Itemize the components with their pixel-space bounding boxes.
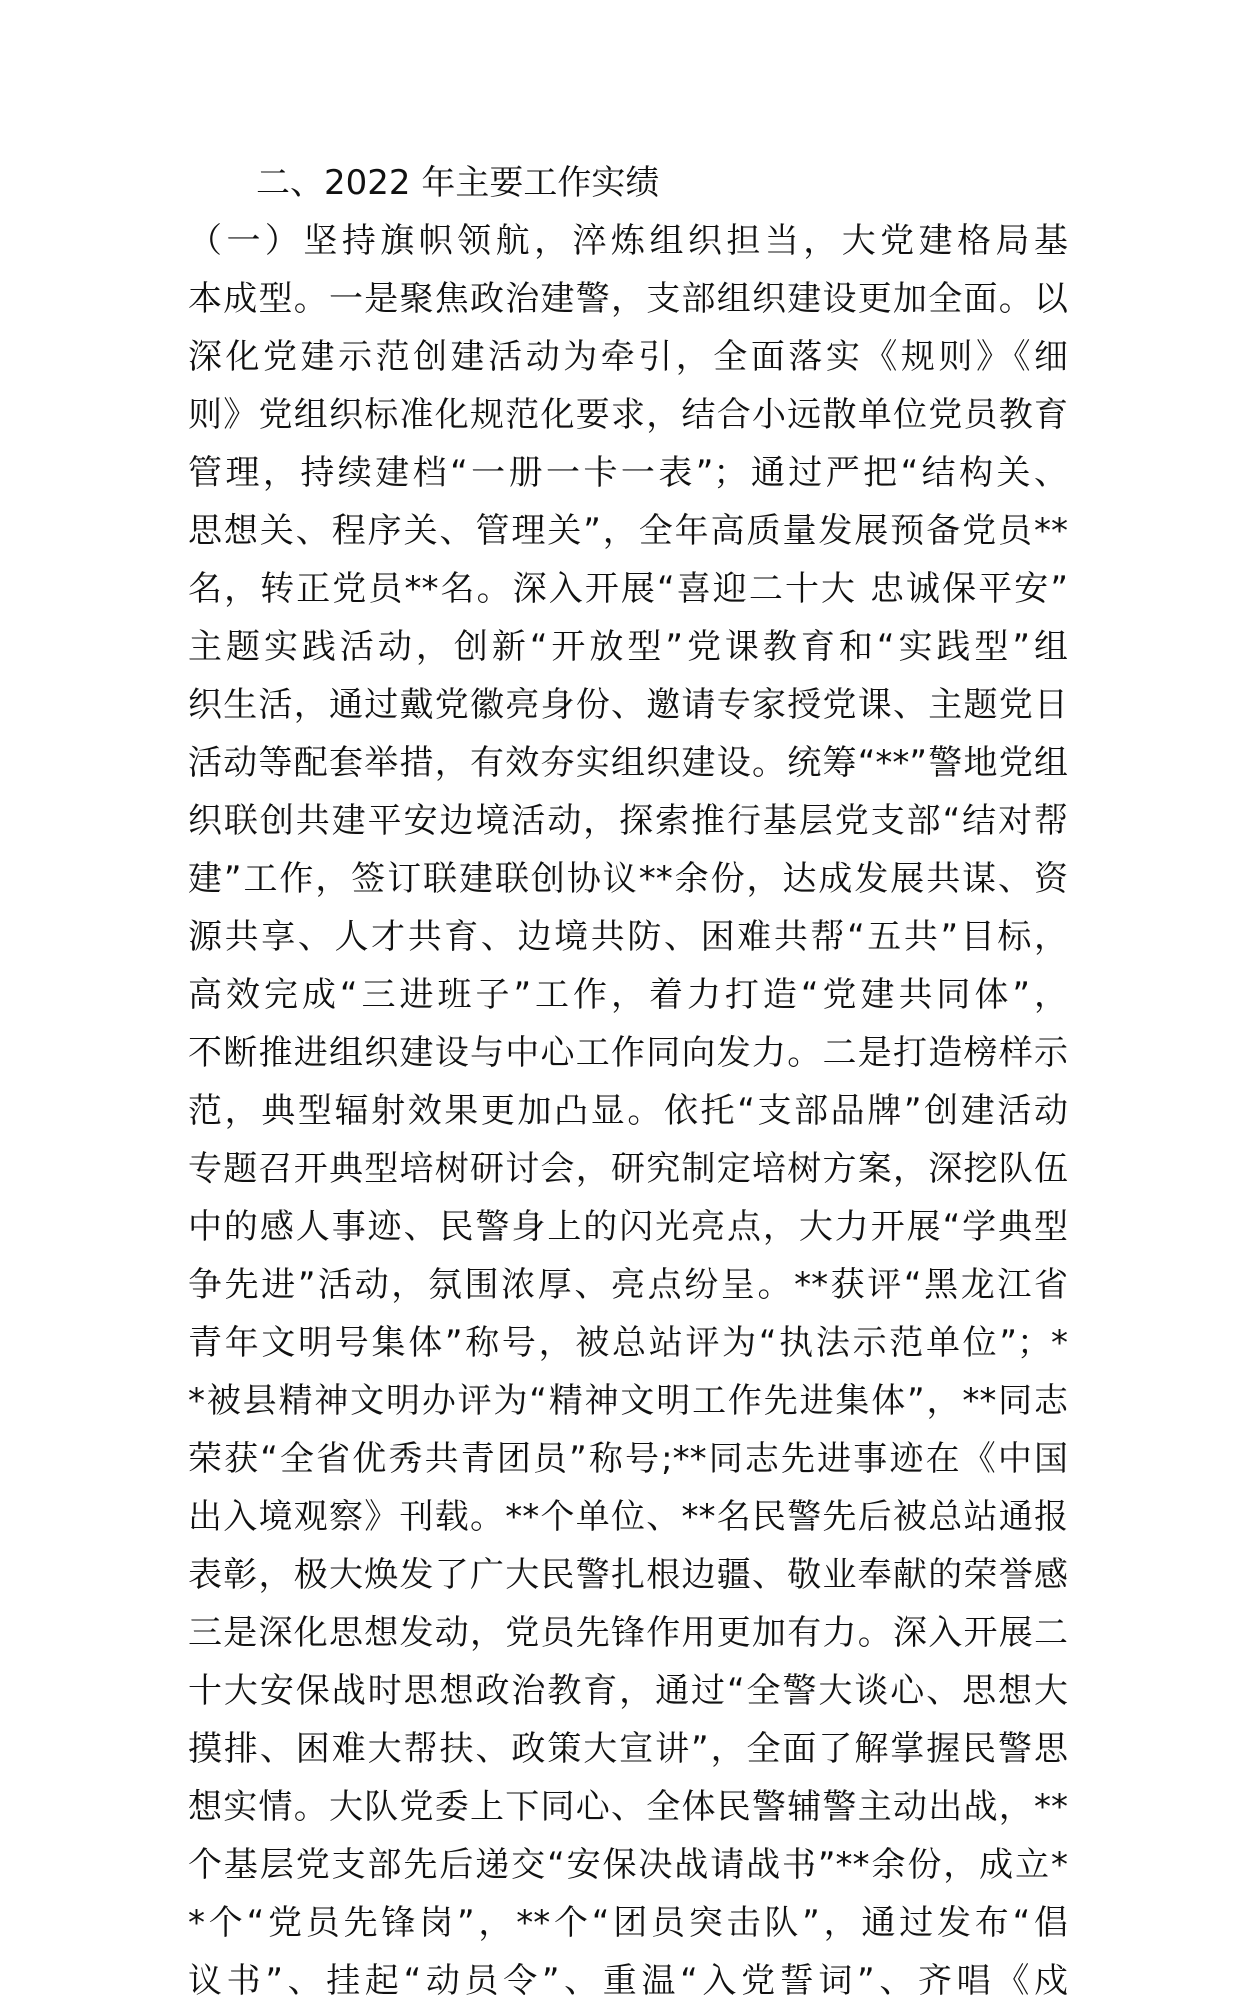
paragraph-line: 建”工作，签订联建联创协议**余份，达成发展共谋、资 [188, 859, 1068, 899]
section-heading: 二、2022 年主要工作实绩 [256, 163, 660, 203]
paragraph-line: 争先进”活动，氛围浓厚、亮点纷呈。**获评“黑龙江省 [188, 1265, 1068, 1305]
paragraph-line: 青年文明号集体”称号，被总站评为“执法示范单位”；* [188, 1323, 1068, 1363]
paragraph-line: 三是深化思想发动，党员先锋作用更加有力。深入开展二 [188, 1613, 1068, 1653]
paragraph-line: （一）坚持旗帜领航，淬炼组织担当，大党建格局基 [188, 221, 1068, 261]
paragraph-line: 管理，持续建档“一册一卡一表”；通过严把“结构关、 [188, 453, 1068, 493]
paragraph-line: 本成型。一是聚焦政治建警，支部组织建设更加全面。以 [188, 279, 1068, 319]
paragraph-line: 专题召开典型培树研讨会，研究制定培树方案，深挖队伍 [188, 1149, 1068, 1189]
paragraph-line: 思想关、程序关、管理关”，全年高质量发展预备党员** [188, 511, 1068, 551]
paragraph-line: 摸排、困难大帮扶、政策大宣讲”，全面了解掌握民警思 [188, 1729, 1068, 1769]
paragraph-line: 个基层党支部先后递交“安保决战请战书”**余份，成立* [188, 1845, 1068, 1885]
paragraph-line: 深化党建示范创建活动为牵引，全面落实《规则》《细 [188, 337, 1068, 377]
paragraph-line: 主题实践活动，创新“开放型”党课教育和“实践型”组 [188, 627, 1068, 667]
paragraph-line: 出入境观察》刊载。**个单位、**名民警先后被总站通报 [188, 1497, 1068, 1537]
paragraph-line: 名，转正党员**名。深入开展“喜迎二十大 忠诚保平安” [188, 569, 1068, 609]
paragraph-line: 荣获“全省优秀共青团员”称号;**同志先进事迹在《中国 [188, 1439, 1068, 1479]
paragraph-line: 织联创共建平安边境活动，探索推行基层党支部“结对帮 [188, 801, 1068, 841]
paragraph-line: 源共享、人才共育、边境共防、困难共帮“五共”目标， [188, 917, 1068, 957]
paragraph-line: 范，典型辐射效果更加凸显。依托“支部品牌”创建活动 [188, 1091, 1068, 1131]
paragraph-line: 不断推进组织建设与中心工作同向发力。二是打造榜样示 [188, 1033, 1068, 1073]
paragraph-line: *被县精神文明办评为“精神文明工作先进集体”，**同志 [188, 1381, 1068, 1421]
document-body [188, 154, 1068, 2010]
paragraph-line: 活动等配套举措，有效夯实组织建设。统筹“**”警地党组 [188, 743, 1068, 783]
paragraph-line: 议书”、挂起“动员令”、重温“入党誓词”、齐唱《戍 [188, 1961, 1068, 2001]
paragraph-line: 中的感人事迹、民警身上的闪光亮点，大力开展“学典型 [188, 1207, 1068, 1247]
paragraph-line: 十大安保战时思想政治教育，通过“全警大谈心、思想大 [188, 1671, 1068, 1711]
paragraph-line: 则》党组织标准化规范化要求，结合小远散单位党员教育 [188, 395, 1068, 435]
paragraph-line: 想实情。大队党委上下同心、全体民警辅警主动出战，** [188, 1787, 1068, 1827]
paragraph-line: 织生活，通过戴党徽亮身份、邀请专家授党课、主题党日 [188, 685, 1068, 725]
paragraph-line: 表彰，极大焕发了广大民警扎根边疆、敬业奉献的荣誉感 [188, 1555, 1068, 1595]
paragraph-line: 高效完成“三进班子”工作，着力打造“党建共同体”， [188, 975, 1068, 1015]
paragraph-line: *个“党员先锋岗”，**个“团员突击队”，通过发布“倡 [188, 1903, 1068, 1943]
